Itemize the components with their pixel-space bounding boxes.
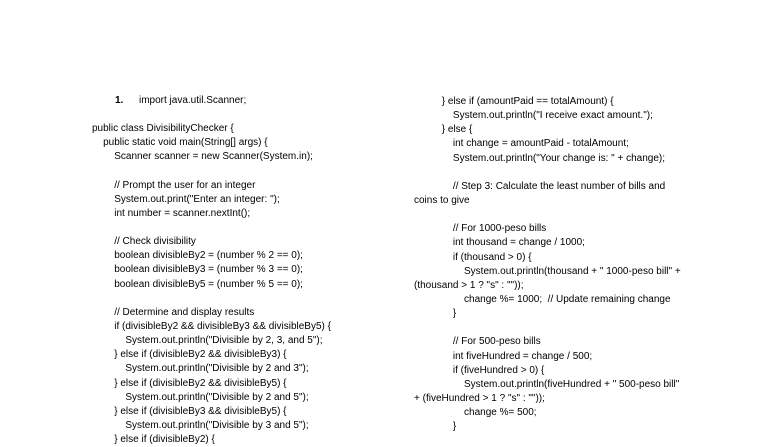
code-line (92, 164, 331, 178)
code-line: int thousand = change / 1000; (414, 237, 585, 249)
code-line: System.out.println(thousand + " 1000-peso bill" + (414, 265, 681, 277)
code-line: public class DivisibilityChecker { (92, 123, 234, 134)
code-line: change %= 500; (414, 407, 537, 419)
code-line: } else if (divisibleBy2 && divisibleBy3) { (92, 349, 287, 361)
code-line: // Prompt the user for an integer (92, 179, 256, 191)
code-line: if (divisibleBy2 && divisibleBy3 && divisibleBy5) { (92, 320, 331, 332)
code-line: public static void main(String[] args) { (92, 137, 268, 149)
code-line: System.out.println(fiveHundred + " 500-peso bill" (414, 378, 680, 390)
code-line: System.out.println("Divisible by 3 and 5"); (92, 419, 309, 431)
code-line: if (fiveHundred > 0) { (414, 364, 545, 376)
code-line (92, 221, 331, 235)
code-line: System.out.println("I receive exact amount."); (414, 110, 653, 122)
code-line: change %= 1000; // Update remaining change (414, 293, 671, 305)
code-line: } (414, 308, 457, 320)
code-line: int number = scanner.nextInt(); (92, 207, 251, 219)
code-line (414, 321, 681, 335)
left-code-column (92, 122, 331, 447)
code-line: } else if (amountPaid == totalAmount) { (414, 96, 614, 107)
numbered-heading (115, 94, 246, 108)
code-line: System.out.println("Divisible by 2 and 3"); (92, 363, 309, 375)
code-line: if (thousand > 0) { (414, 251, 532, 263)
code-line: boolean divisibleBy5 = (number % 5 == 0); (92, 278, 303, 290)
code-line: + (fiveHundred > 1 ? "s" : "")); (414, 392, 545, 404)
code-line: boolean divisibleBy2 = (number % 2 == 0); (92, 250, 303, 262)
code-line: System.out.println("Divisible by 2, 3, and 5"); (92, 335, 323, 347)
code-line: System.out.println("Divisible by 2 and 5"); (92, 391, 309, 403)
code-line: } (414, 421, 457, 433)
code-line: // For 1000-peso bills (414, 223, 547, 235)
code-line (414, 208, 681, 222)
code-line: } else { (414, 124, 473, 136)
code-line (414, 166, 681, 180)
code-line: int change = amountPaid - totalAmount; (414, 138, 629, 150)
code-line: coins to give (414, 194, 470, 206)
code-line: boolean divisibleBy3 = (number % 3 == 0); (92, 264, 303, 276)
code-line: // For 500-peso bills (414, 336, 541, 348)
code-line: (thousand > 1 ? "s" : "")); (414, 279, 524, 291)
heading-text: import java.util.Scanner; (139, 95, 247, 106)
right-code-column (414, 95, 681, 434)
code-line: int fiveHundred = change / 500; (414, 350, 593, 362)
code-line: // Determine and display results (92, 306, 255, 318)
code-line: Scanner scanner = new Scanner(System.in); (92, 151, 313, 163)
code-line: } else if (divisibleBy2) { (92, 434, 215, 446)
code-line: System.out.print("Enter an integer: "); (92, 193, 280, 205)
heading-number: 1. (115, 95, 124, 106)
code-line: } else if (divisibleBy3 && divisibleBy5) { (92, 405, 287, 417)
code-line: // Step 3: Calculate the least number of bills and (414, 180, 666, 192)
code-line (92, 292, 331, 306)
code-line: System.out.println("Your change is: " + change); (414, 152, 666, 164)
code-line: } else if (divisibleBy2 && divisibleBy5) { (92, 377, 287, 389)
code-line: // Check divisibility (92, 236, 196, 248)
